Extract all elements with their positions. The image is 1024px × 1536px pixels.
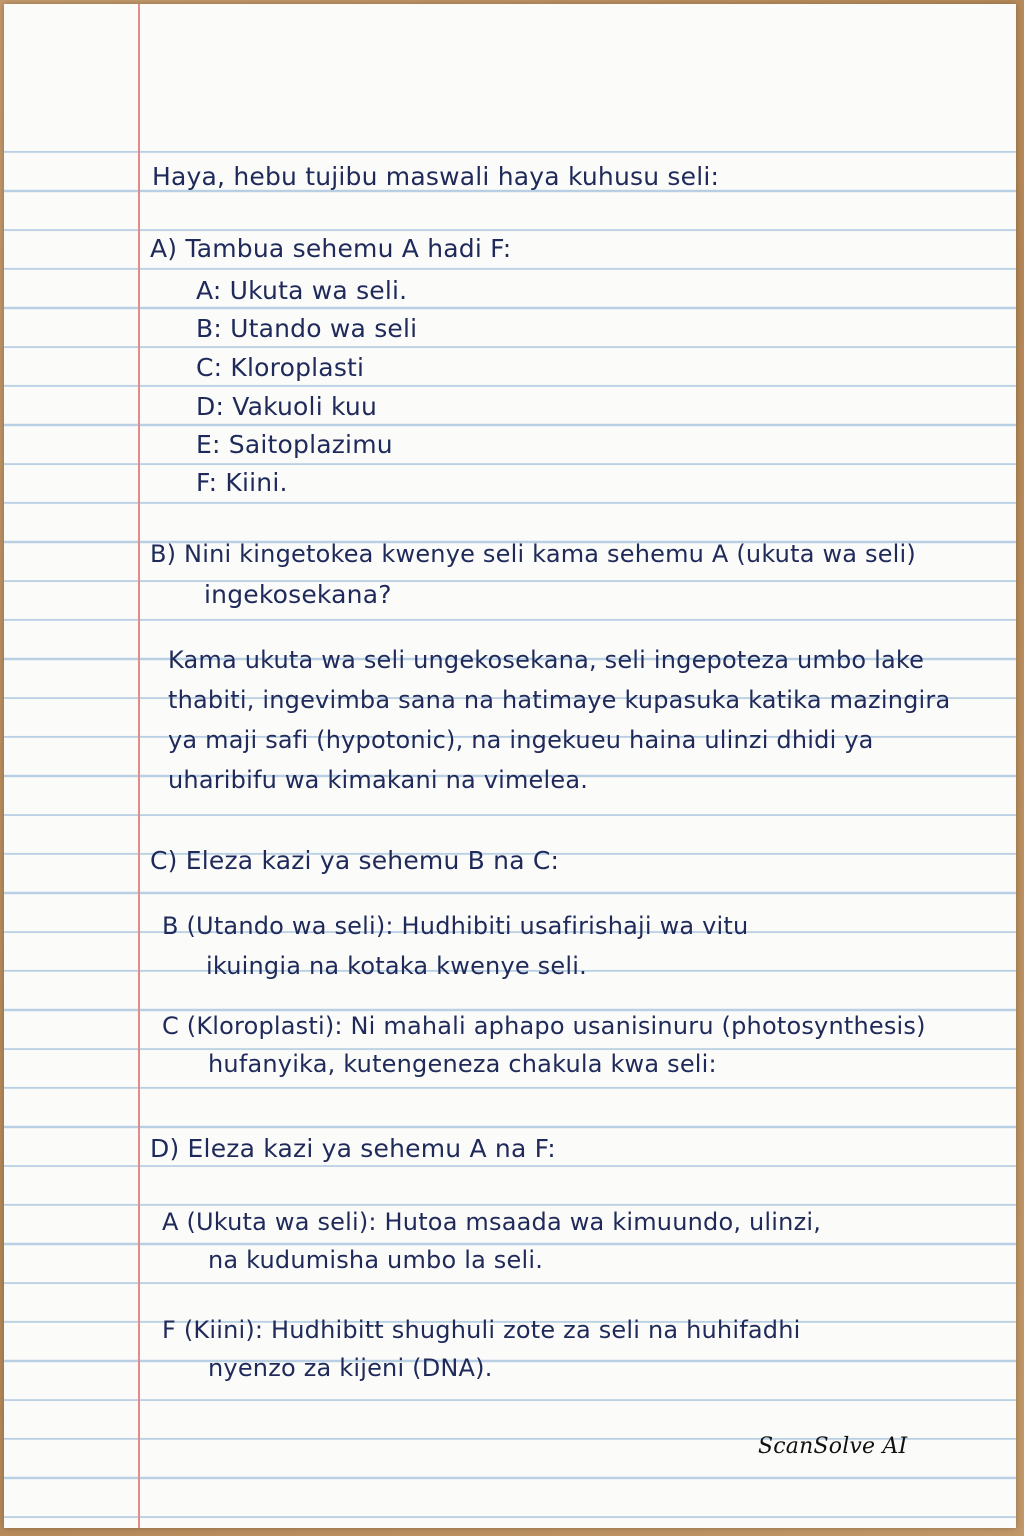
paper-header-space xyxy=(4,4,1016,144)
answer-d-f-line-1: F (Kiini): Hudhibitt shughuli zote za seli na huhifadhi xyxy=(162,1316,801,1344)
answer-c-b-line-1: B (Utando wa seli): Hudhibiti usafirishaji wa vitu xyxy=(162,912,749,940)
answer-b-line-4: uharibifu wa kimakani na vimelea. xyxy=(168,766,589,794)
question-d-heading: D) Eleza kazi ya sehemu A na F: xyxy=(150,1134,556,1163)
answer-c-b-line-2: ikuingia na kotaka kwenye seli. xyxy=(206,952,587,980)
answer-a-item-1: A: Ukuta wa seli. xyxy=(196,276,408,305)
answer-a-item-5: E: Saitoplazimu xyxy=(196,430,393,459)
answer-a-item-4: D: Vakuoli kuu xyxy=(196,392,377,421)
answer-d-f-line-2: nyenzo za kijeni (DNA). xyxy=(208,1354,493,1382)
answer-a-item-2: B: Utando wa seli xyxy=(196,314,418,343)
answer-b-line-1: Kama ukuta wa seli ungekosekana, seli ingepoteza umbo lake xyxy=(168,646,925,674)
answer-d-a-line-1: A (Ukuta wa seli): Hutoa msaada wa kimuundo, ulinzi, xyxy=(162,1208,822,1236)
answer-c-c-line-2: hufanyika, kutengeneza chakula kwa seli: xyxy=(208,1050,717,1078)
intro-line: Haya, hebu tujibu maswali haya kuhusu seli: xyxy=(152,162,720,191)
answer-b-line-3: ya maji safi (hypotonic), na ingekueu haina ulinzi dhidi ya xyxy=(168,726,874,754)
answer-b-line-2: thabiti, ingevimba sana na hatimaye kupasuka katika mazingira xyxy=(168,686,951,714)
answer-a-item-3: C: Kloroplasti xyxy=(196,353,365,382)
question-b-heading-line-2: ingekosekana? xyxy=(204,580,392,609)
question-c-heading: C) Eleza kazi ya sehemu B na C: xyxy=(150,846,560,875)
question-b-heading-line-1: B) Nini kingetokea kwenye seli kama sehemu A (ukuta wa seli) xyxy=(150,540,916,568)
question-a-heading: A) Tambua sehemu A hadi F: xyxy=(150,234,512,263)
red-margin-line xyxy=(138,4,140,1528)
answer-c-c-line-1: C (Kloroplasti): Ni mahali aphapo usanisinuru (photosynthesis) xyxy=(162,1012,926,1040)
signature: ScanSolve AI xyxy=(758,1434,908,1459)
answer-d-a-line-2: na kudumisha umbo la seli. xyxy=(208,1246,544,1274)
answer-a-item-6: F: Kiini. xyxy=(196,468,288,497)
lined-paper-sheet xyxy=(4,4,1016,1528)
